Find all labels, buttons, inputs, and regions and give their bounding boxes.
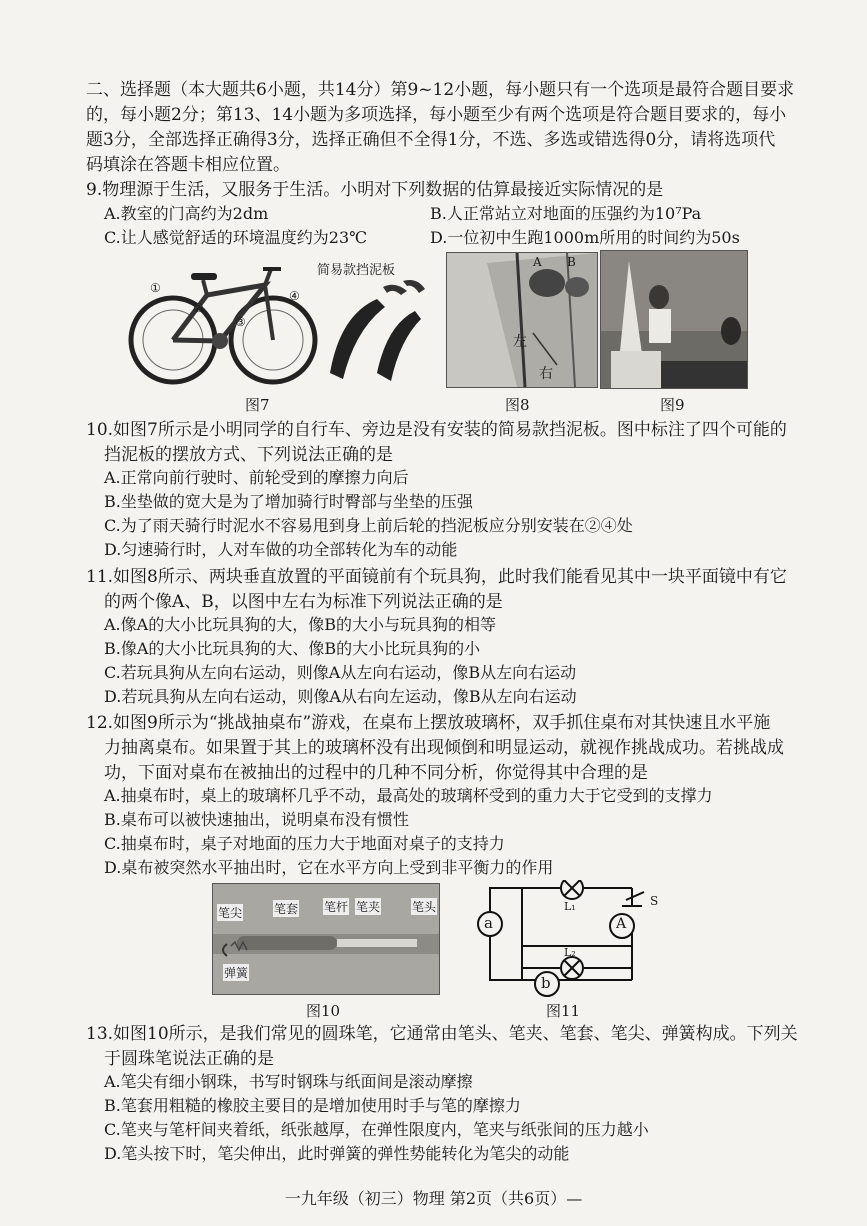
q11-stem-2: 的两个像A、B，以图中左右为标准下列说法正确的是 bbox=[104, 592, 503, 612]
fig10-label-spring: 弹簧 bbox=[224, 966, 249, 980]
fig10-label-button: 笔头 bbox=[412, 900, 437, 914]
mirror-photo bbox=[447, 253, 597, 387]
q9-option-b: B.人正常站立对地面的压强约为10⁷Pa bbox=[430, 204, 702, 223]
q13-option-c: C.笔夹与笔杆间夹着纸，纸张越厚，在弹性限度内，笔夹与纸张间的压力越小 bbox=[104, 1120, 649, 1139]
q12-stem-2: 力抽离桌布。如果置于其上的玻璃杯没有出现倾倒和明显运动，就视作挑战成功。若挑战成 bbox=[104, 738, 784, 758]
figure-7 bbox=[125, 255, 435, 390]
figure-10 bbox=[212, 883, 440, 995]
q12-option-c: C.抽桌布时，桌子对地面的压力大于地面对桌子的支持力 bbox=[104, 834, 505, 853]
fig11-meter-b: b bbox=[541, 974, 551, 992]
fig8-mark-a: A bbox=[533, 255, 542, 269]
tablecloth-photo bbox=[601, 251, 747, 388]
figure-11 bbox=[472, 880, 672, 998]
q11-option-b: B.像A的大小比玩具狗的大、像B的大小比玩具狗的小 bbox=[104, 639, 481, 658]
page-footer: 一九年级（初三）物理 第2页（共6页）— bbox=[284, 1189, 583, 1208]
section-line-4: 码填涂在答题卡相应位置。 bbox=[86, 155, 290, 175]
fig10-label-grip: 笔套 bbox=[274, 902, 299, 916]
q12-option-a: A.抽桌布时，桌上的玻璃杯几乎不动，最高处的玻璃杯受到的重力大于它受到的支撑力 bbox=[104, 786, 713, 805]
fig10-label-tip: 笔尖 bbox=[218, 906, 243, 920]
q11-option-a: A.像A的大小比玩具狗的大，像B的大小与玩具狗的相等 bbox=[104, 615, 496, 634]
q10-option-a: A.正常向前行驶时、前轮受到的摩擦力向后 bbox=[104, 468, 409, 487]
q9-option-d: D.一位初中生跑1000m所用的时间约为50s bbox=[430, 228, 740, 247]
q9-stem: 9.物理源于生活，又服务于生活。小明对下列数据的估算最接近实际情况的是 bbox=[86, 180, 664, 200]
q10-stem-2: 挡泥板的摆放方式、下列说法正确的是 bbox=[104, 445, 393, 465]
fig7-mudguard-label: 简易款挡泥板 bbox=[317, 263, 396, 278]
figure-8 bbox=[446, 252, 598, 388]
q10-option-d: D.匀速骑行时，人对车做的功全部转化为车的动能 bbox=[104, 540, 458, 559]
q10-stem-1: 10.如图7所示是小明同学的自行车、旁边是没有安装的简易款挡泥板。图中标注了四个可能的 bbox=[86, 420, 787, 440]
section-line-1: 二、选择题（本大题共6小题，共14分）第9~12小题，每小题只有一个选项是最符合题目要求 bbox=[86, 80, 795, 100]
fig7-caption: 图7 bbox=[245, 396, 270, 414]
fig10-caption: 图10 bbox=[306, 1002, 341, 1020]
fig11-lamp-l2: L₂ bbox=[564, 946, 576, 959]
fig9-caption: 图9 bbox=[660, 396, 685, 414]
circuit-diagram bbox=[472, 880, 672, 998]
fig7-mark-1: ① bbox=[150, 281, 161, 295]
fig11-switch-s: S bbox=[650, 894, 659, 908]
fig11-ammeter: A bbox=[616, 916, 627, 932]
q12-option-b: B.桌布可以被快速抽出，说明桌布没有惯性 bbox=[104, 810, 409, 829]
fig11-lamp-l1: L₁ bbox=[564, 900, 576, 913]
q11-option-c: C.若玩具狗从左向右运动，则像A从左向右运动，像B从左向右运动 bbox=[104, 663, 577, 682]
fig8-caption: 图8 bbox=[505, 396, 530, 414]
fig11-caption: 图11 bbox=[546, 1002, 581, 1020]
q11-stem-1: 11.如图8所示、两块垂直放置的平面镜前有个玩具狗，此时我们能看见其中一块平面镜中有它 bbox=[86, 567, 787, 587]
q13-option-d: D.笔头按下时，笔尖伸出，此时弹簧的弹性势能转化为笔尖的动能 bbox=[104, 1144, 570, 1163]
section-line-2: 的，每小题2分；第13、14小题为多项选择，每小题至少有两个选项是符合题目要求的，每小 bbox=[86, 105, 787, 125]
q9-option-c: C.让人感觉舒适的环境温度约为23℃ bbox=[104, 228, 368, 247]
q11-option-d: D.若玩具狗从左向右运动，则像A从右向左运动，像B从左向右运动 bbox=[104, 687, 577, 706]
q13-option-b: B.笔套用粗糙的橡胶主要目的是增加使用时手与笔的摩擦力 bbox=[104, 1096, 521, 1115]
fig8-mark-left: 左 bbox=[513, 334, 527, 350]
section-line-3: 题3分，全部选择正确得3分，选择正确但不全得1分，不选、多选或错选得0分，请将选项代 bbox=[86, 130, 776, 150]
q13-stem-2: 于圆珠笔说法正确的是 bbox=[104, 1049, 274, 1069]
q13-option-a: A.笔尖有细小钢珠，书写时钢珠与纸面间是滚动摩擦 bbox=[104, 1072, 473, 1091]
q12-option-d: D.桌布被突然水平抽出时，它在水平方向上受到非平衡力的作用 bbox=[104, 858, 554, 877]
q13-stem-1: 13.如图10所示，是我们常见的圆珠笔，它通常由笔头、笔夹、笔套、笔尖、弹簧构成。下列关 bbox=[86, 1024, 798, 1044]
fig10-label-clip: 笔夹 bbox=[356, 900, 381, 914]
fig7-mark-3: ③ bbox=[235, 315, 246, 329]
figure-9 bbox=[600, 250, 748, 389]
q12-stem-3: 功，下面对桌布在被抽出的过程中的几种不同分析，你觉得其中合理的是 bbox=[104, 763, 648, 783]
fig7-mark-2: ② bbox=[193, 301, 204, 315]
q10-option-c: C.为了雨天骑行时泥水不容易甩到身上前后轮的挡泥板应分别安装在②④处 bbox=[104, 516, 633, 535]
fig7-mark-4: ④ bbox=[289, 289, 300, 303]
fig10-label-barrel: 笔杆 bbox=[324, 900, 349, 914]
fig11-meter-a: a bbox=[484, 914, 493, 932]
q10-option-b: B.坐垫做的宽大是为了增加骑行时臀部与坐垫的压强 bbox=[104, 492, 473, 511]
q9-option-a: A.教室的门高约为2dm bbox=[104, 204, 269, 223]
q12-stem-1: 12.如图9所示为“挑战抽桌布”游戏，在桌布上摆放玻璃杯，双手抓住桌布对其快速且水平施 bbox=[86, 713, 771, 733]
fig8-mark-right: 右 bbox=[539, 366, 553, 382]
fig8-mark-b: B bbox=[567, 255, 576, 269]
